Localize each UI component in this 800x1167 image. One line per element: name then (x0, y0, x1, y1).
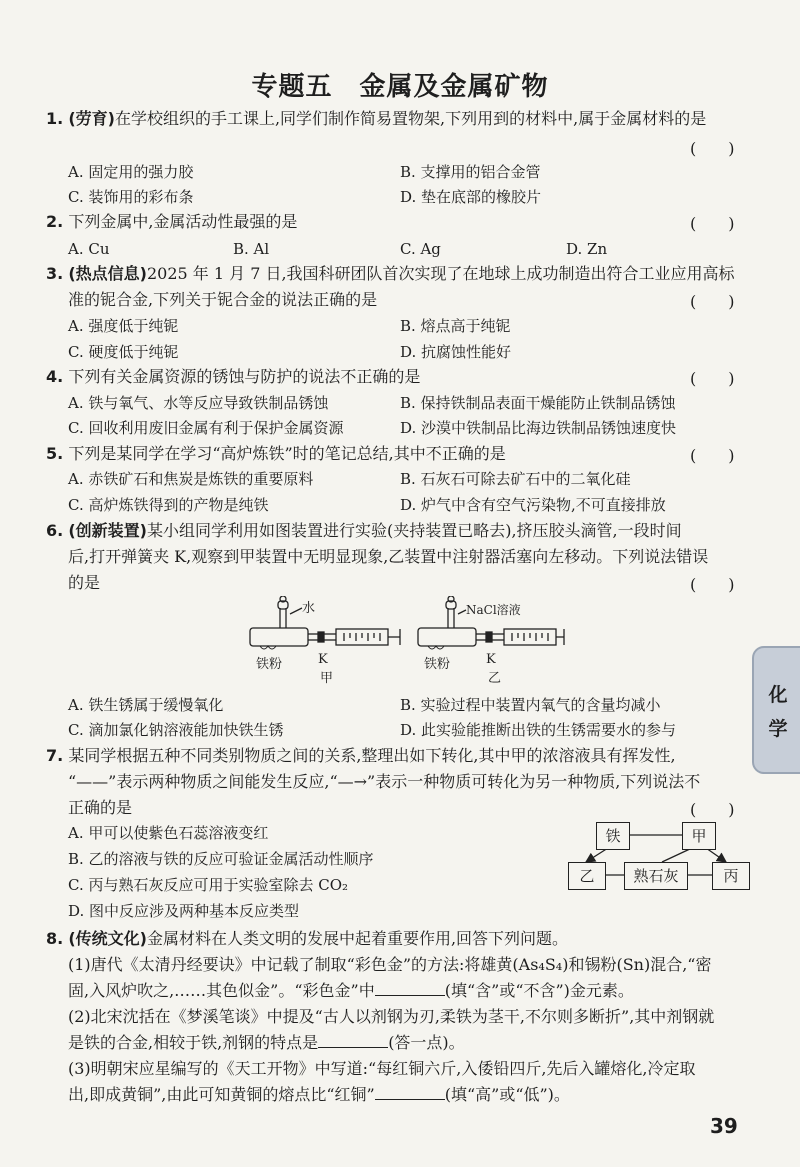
question-4-stem (46, 366, 420, 388)
side-tab-char: 化 (768, 684, 788, 706)
option-d: D. 垫在底部的橡胶片 (400, 188, 542, 206)
answer-paren: ( ) (690, 292, 735, 311)
option-c: C. 装饰用的彩布条 (68, 188, 194, 206)
option-d: D. 图中反应涉及两种基本反应类型 (68, 902, 300, 920)
question-text: 下列金属中,金属活动性最强的是 (68, 212, 298, 231)
text-segment: (答一点)。 (388, 1033, 465, 1052)
text-segment: 出,即成黄铜”,由此可知黄铜的熔点比“红铜” (68, 1085, 375, 1104)
node-yi: 乙 (568, 862, 606, 890)
option-c: C. Ag (400, 240, 441, 258)
question-number: 5. (46, 444, 64, 463)
question-text: “——”表示两种物质之间能发生反应,“—→”表示一种物质可转化为另一种物质,下列说法不 (68, 772, 701, 791)
question-number: 4. (46, 367, 64, 386)
answer-paren: ( ) (690, 214, 735, 233)
page-number: 39 (710, 1114, 738, 1138)
question-8-stem (46, 928, 568, 950)
label-water: 水 (302, 601, 316, 616)
q8-part1-line2 (68, 980, 634, 1002)
question-text: 正确的是 (68, 798, 133, 817)
question-text: 后,打开弹簧夹 K,观察到甲装置中无明显现象,乙装置中注射器活塞向左移动。下列说法错误 (68, 547, 709, 566)
q8-part2-line1: (2)北宋沈括在《梦溪笔谈》中提及“古人以剂钢为刃,柔铁为茎干,不尔则多断折”,其中剂钢就 (68, 1007, 715, 1026)
apparatus-figure (240, 596, 570, 688)
q8-part3-line2 (68, 1084, 570, 1106)
answer-paren: ( ) (690, 446, 735, 465)
option-d: D. 抗腐蚀性能好 (400, 343, 512, 361)
question-6-stem (46, 520, 682, 542)
question-5-stem (46, 443, 506, 465)
node-slaked-lime: 熟石灰 (624, 862, 688, 890)
question-text: 准的铌合金,下列关于铌合金的说法正确的是 (68, 290, 378, 309)
option-b: B. 实验过程中装置内氧气的含量均减小 (400, 696, 661, 714)
option-b: B. 石灰石可除去矿石中的二氧化硅 (400, 470, 631, 488)
side-tab-char: 学 (768, 718, 788, 740)
label-clamp-k: K (486, 652, 496, 667)
node-jia: 甲 (682, 822, 716, 850)
question-text: 某小组同学利用如图装置进行实验(夹持装置已略去),挤压胶头滴管,一段时间 (146, 521, 682, 540)
answer-paren: ( ) (690, 369, 735, 388)
question-text: 某同学根据五种不同类别物质之间的关系,整理出如下转化,其中甲的浓溶液具有挥发性, (68, 746, 676, 765)
question-text: 的是 (68, 573, 101, 592)
question-number: 2. (46, 212, 64, 231)
q8-part1-line1: (1)唐代《太清丹经要诀》中记载了制取“彩色金”的方法:将雄黄(As₄S₄)和锡粉(Sn)混合,“密 (68, 955, 712, 974)
text-segment: (填“高”或“低”)。 (444, 1085, 570, 1104)
text-segment: (填“含”或“不含”)金元素。 (444, 981, 634, 1000)
label-nacl: NaCl溶液 (466, 603, 521, 617)
answer-blank[interactable] (318, 1033, 388, 1048)
question-tag: (热点信息) (68, 264, 147, 283)
question-tag: (劳育) (68, 109, 115, 128)
option-d: D. Zn (566, 240, 608, 258)
option-c: C. 回收利用废旧金属有利于保护金属资源 (68, 419, 344, 437)
question-3-stem (46, 263, 735, 285)
q8-part3-line1: (3)明朝宋应星编写的《天工开物》中写道:“每红铜六斤,入倭铅四斤,先后入罐熔化,冷定取 (68, 1059, 696, 1078)
question-2-stem (46, 211, 297, 233)
option-b: B. 保持铁制品表面干燥能防止铁制品锈蚀 (400, 394, 676, 412)
answer-paren: ( ) (690, 800, 735, 819)
text-segment: 固,入风炉吹之,……其色似金”。“彩色金”中 (68, 981, 375, 1000)
option-c: C. 丙与熟石灰反应可用于实验室除去 CO₂ (68, 876, 349, 894)
option-d: D. 此实验能推断出铁的生锈需要水的参与 (400, 721, 677, 739)
question-text: 2025 年 1 月 7 日,我国科研团队首次实现了在地球上成功制造出符合工业应用高标 (146, 264, 735, 283)
option-b: B. 支撑用的铝合金管 (400, 163, 541, 181)
question-number: 7. (46, 746, 64, 765)
question-tag: (传统文化) (68, 929, 147, 948)
question-7-stem (46, 745, 676, 767)
question-text: 金属材料在人类文明的发展中起着重要作用,回答下列问题。 (146, 929, 569, 948)
option-c: C. 高炉炼铁得到的产物是纯铁 (68, 496, 269, 514)
question-text: 下列有关金属资源的锈蚀与防护的说法不正确的是 (68, 367, 421, 386)
option-b: B. 熔点高于纯铌 (400, 317, 511, 335)
option-b: B. 乙的溶液与铁的反应可验证金属活动性顺序 (68, 850, 374, 868)
question-1-stem (46, 108, 706, 130)
option-a: A. 固定用的强力胶 (68, 163, 194, 181)
question-text: 在学校组织的手工课上,同学们制作简易置物架,下列用到的材料中,属于金属材料的是 (114, 109, 707, 128)
node-iron: 铁 (596, 822, 630, 850)
option-c: C. 滴加氯化钠溶液能加快铁生锈 (68, 721, 284, 739)
option-a: A. Cu (68, 240, 110, 258)
answer-blank[interactable] (375, 981, 445, 996)
option-d: D. 沙漠中铁制品比海边铁制品锈蚀速度快 (400, 419, 677, 437)
page-title: 专题五 金属及金属矿物 (251, 72, 549, 102)
option-b: B. Al (233, 240, 270, 258)
answer-paren: ( ) (690, 575, 735, 594)
label-iron-powder: 铁粉 (256, 657, 283, 672)
node-bing: 丙 (712, 862, 750, 890)
answer-paren: ( ) (690, 139, 735, 158)
question-text: 下列是某同学在学习“高炉炼铁”时的笔记总结,其中不正确的是 (68, 444, 506, 463)
answer-blank[interactable] (375, 1085, 445, 1100)
subject-side-tab (752, 646, 800, 774)
option-c: C. 硬度低于纯铌 (68, 343, 179, 361)
option-a: A. 强度低于纯铌 (68, 317, 179, 335)
label-jia: 甲 (320, 671, 334, 686)
question-number: 6. (46, 521, 64, 540)
option-a: A. 铁生锈属于缓慢氧化 (68, 696, 224, 714)
option-a: A. 铁与氧气、水等反应导致铁制品锈蚀 (68, 394, 329, 412)
option-d: D. 炉气中含有空气污染物,不可直接排放 (400, 496, 666, 514)
option-a: A. 赤铁矿石和焦炭是炼铁的重要原料 (68, 470, 314, 488)
text-segment: 是铁的合金,相较于铁,剂钢的特点是 (68, 1033, 319, 1052)
question-number: 1. (46, 109, 64, 128)
label-iron-powder: 铁粉 (424, 657, 451, 672)
label-clamp-k: K (318, 652, 328, 667)
question-tag: (创新装置) (68, 521, 147, 540)
option-a: A. 甲可以使紫色石蕊溶液变红 (68, 824, 269, 842)
apparatus-jia (250, 596, 400, 649)
question-number: 8. (46, 929, 64, 948)
label-yi: 乙 (488, 671, 502, 686)
q8-part2-line2 (68, 1032, 465, 1054)
question-number: 3. (46, 264, 64, 283)
